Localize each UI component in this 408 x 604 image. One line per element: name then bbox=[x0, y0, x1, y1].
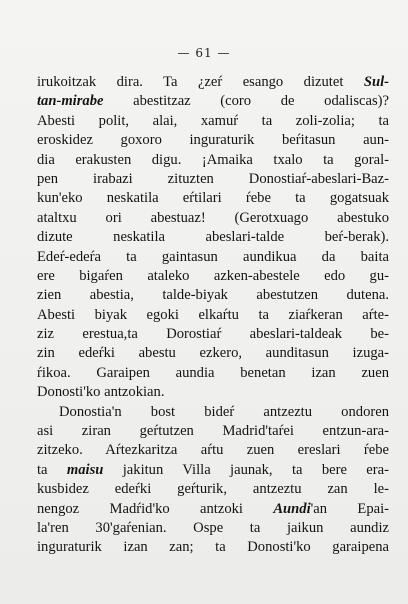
text-line bbox=[37, 344, 389, 363]
text-line bbox=[37, 500, 389, 519]
text-line bbox=[37, 131, 389, 150]
text-run: ŕikoa. Garaipen aundia benetan izan zuen bbox=[37, 364, 389, 381]
text-run: irukoitzak dira. Ta ¿zeŕ esango dizutet bbox=[37, 74, 364, 90]
text-line bbox=[37, 403, 389, 422]
text-run: zin edeŕki abestu ezkero, aunditasun izuga- bbox=[37, 345, 389, 362]
text-run: nengoz Madŕid'ko antzoki bbox=[37, 500, 274, 517]
text-run: ere bigaŕen ataleko azken-abestele edo gu- bbox=[37, 267, 389, 284]
text-line bbox=[37, 228, 389, 247]
text-line bbox=[37, 364, 389, 383]
text-line bbox=[37, 286, 389, 305]
text-run: ataltxu ori abestuaz! (Gerotxuago abestuko bbox=[37, 209, 389, 226]
body-text bbox=[37, 73, 389, 558]
text-line bbox=[37, 248, 389, 267]
text-run: Abesti biyak egoki elkaŕtu ta ziaŕkeran aŕte- bbox=[37, 306, 389, 323]
text-line bbox=[37, 325, 389, 344]
text-run: Edeŕ-edeŕa ta gaintasun aundikua da baita bbox=[37, 248, 389, 265]
text-line bbox=[37, 170, 389, 189]
italic-term: Aundi bbox=[273, 500, 311, 517]
text-line bbox=[37, 189, 389, 208]
text-run: abestitzaz (coro de odaliscas)? bbox=[103, 93, 389, 110]
text-run: 'an Epai- bbox=[310, 500, 389, 517]
text-run: inguraturik izan zan; ta Donosti'ko garaipena bbox=[37, 539, 389, 556]
text-run: ta bbox=[37, 461, 67, 478]
text-run: ziz erestua,ta Dorostiaŕ abeslari-taldeak be- bbox=[37, 326, 389, 343]
text-line bbox=[37, 422, 389, 441]
text-line bbox=[37, 519, 389, 538]
text-run: zien abestia, talde-biyak abestutzen dutena. bbox=[37, 287, 389, 304]
text-line bbox=[37, 151, 389, 170]
text-run: Donosti'ko antzokian. bbox=[37, 384, 165, 401]
text-run: Donostia'n bost bideŕ antzeztu ondoren bbox=[59, 403, 389, 420]
text-line bbox=[37, 480, 389, 499]
italic-term: tan-mirabe bbox=[37, 93, 104, 110]
text-run: la'ren 30'gaŕenian. Ospe ta jaikun aundiz bbox=[37, 519, 389, 536]
text-run: zitzeko. Aŕtezkaritza aŕtu zuen ereslari ŕebe bbox=[37, 442, 389, 459]
text-line bbox=[37, 73, 389, 92]
text-line bbox=[37, 441, 389, 460]
text-run: dia erakusten digu. ¡Amaika txalo ta goral- bbox=[37, 151, 389, 168]
text-run: pen irabazi zituzten Donostiaŕ-abeslari-Baz- bbox=[37, 170, 389, 187]
text-line bbox=[37, 267, 389, 286]
text-run: eroskidez goxoro inguraturik beŕitasun aun- bbox=[37, 132, 389, 149]
italic-term: Sul- bbox=[363, 74, 389, 90]
text-line bbox=[37, 538, 389, 557]
text-line bbox=[37, 461, 389, 480]
text-line bbox=[37, 209, 389, 228]
text-line bbox=[37, 383, 389, 402]
text-line bbox=[37, 92, 389, 111]
italic-term: maisu bbox=[66, 461, 104, 478]
text-run: kusbidez edeŕki geŕturik, antzeztu zan le- bbox=[37, 481, 389, 498]
page-number: — 61 — bbox=[177, 46, 231, 60]
text-run: kun'eko neskatila eŕtilari ŕebe ta gogatsuak bbox=[37, 190, 389, 207]
text-line bbox=[37, 112, 389, 131]
text-run: asi ziran geŕtutzen Madrid'taŕei entzun-ara- bbox=[37, 423, 389, 440]
text-run: Abesti polit, alai, xamuŕ ta zoli-zolia; ta bbox=[37, 112, 389, 129]
text-run: dizute neskatila abeslari-talde beŕ-berak). bbox=[37, 229, 389, 246]
text-line bbox=[37, 306, 389, 325]
text-run: jakitun Villa jaunak, ta bere era- bbox=[103, 461, 389, 478]
